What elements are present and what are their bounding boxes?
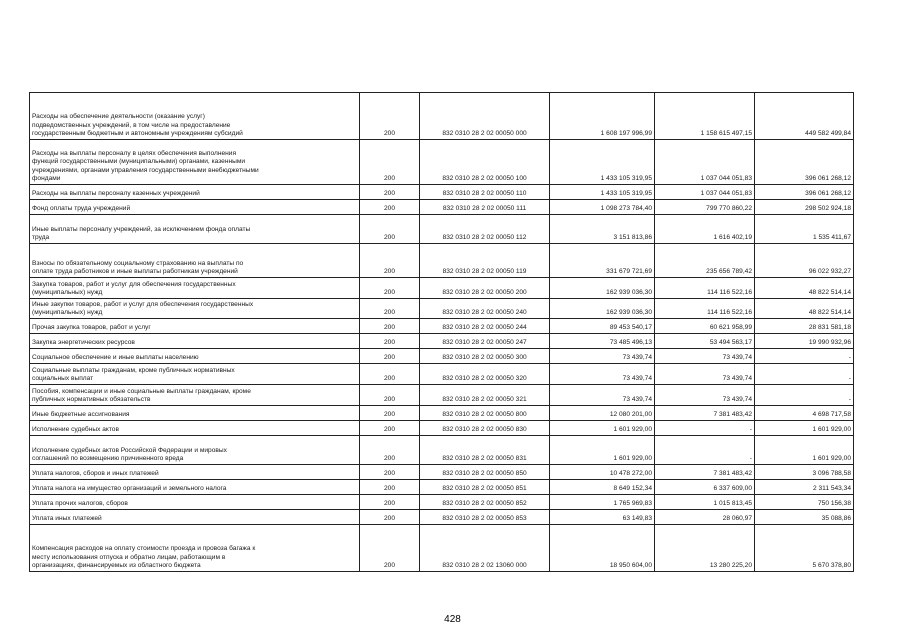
row-approved-amount-cell: 73 439,74 [550, 385, 655, 406]
table-row [30, 215, 854, 244]
row-executed-amount-cell: 114 116 522,16 [655, 278, 755, 299]
row-executed-amount-cell: 799 770 860,22 [655, 200, 755, 215]
table-row [30, 510, 854, 525]
row-remaining-amount-cell: 396 061 268,12 [755, 185, 854, 200]
row-executed-amount-cell: 1 037 044 051,83 [655, 185, 755, 200]
row-approved-amount-cell: 8 649 152,34 [550, 480, 655, 495]
table-row [30, 93, 854, 140]
table-row [30, 140, 854, 185]
row-line-code-cell: 200 [360, 319, 420, 334]
table-row [30, 244, 854, 278]
row-classification-code-cell: 832 0310 28 2 02 00050 111 [420, 200, 550, 215]
row-name-cell: Социальные выплаты гражданам, кроме публичных нормативных социальных выплат [30, 364, 360, 385]
row-name-cell: Пособия, компенсации и иные социальные выплаты гражданам, кроме публичных нормативных обязательств [30, 385, 360, 406]
row-name-cell: Уплата иных платежей [30, 510, 360, 525]
row-executed-amount-cell: 235 656 789,42 [655, 244, 755, 278]
row-name-cell: Закупка товаров, работ и услуг для обеспечения государственных (муниципальных) нужд [30, 278, 360, 299]
row-line-code-cell: 200 [360, 436, 420, 465]
row-remaining-amount-cell: 396 061 268,12 [755, 140, 854, 185]
table-row [30, 465, 854, 480]
row-line-code-cell: 200 [360, 465, 420, 480]
row-name-cell: Прочая закупка товаров, работ и услуг [30, 319, 360, 334]
row-classification-code-cell: 832 0310 28 2 02 00050 300 [420, 349, 550, 364]
row-line-code-cell: 200 [360, 93, 420, 140]
table-row [30, 185, 854, 200]
row-name-cell: Взносы по обязательному социальному страхованию на выплаты по оплате труда работников и иные выплаты работникам учреждений [30, 244, 360, 278]
row-remaining-amount-cell: 4 698 717,58 [755, 406, 854, 421]
row-executed-amount-cell: 53 494 563,17 [655, 334, 755, 349]
row-remaining-amount-cell: - [755, 349, 854, 364]
row-name-cell: Уплата налогов, сборов и иных платежей [30, 465, 360, 480]
table-row [30, 319, 854, 334]
table-row [30, 349, 854, 364]
row-classification-code-cell: 832 0310 28 2 02 00050 830 [420, 421, 550, 436]
row-approved-amount-cell: 12 080 201,00 [550, 406, 655, 421]
row-name-cell: Закупка энергетических ресурсов [30, 334, 360, 349]
row-approved-amount-cell: 89 453 540,17 [550, 319, 655, 334]
row-executed-amount-cell: 73 439,74 [655, 349, 755, 364]
row-approved-amount-cell: 1 433 105 319,95 [550, 140, 655, 185]
row-remaining-amount-cell: 48 822 514,14 [755, 299, 854, 319]
row-name-cell: Социальное обеспечение и иные выплаты населению [30, 349, 360, 364]
row-remaining-amount-cell: 2 311 543,34 [755, 480, 854, 495]
row-name-cell: Уплата налога на имущество организаций и земельного налога [30, 480, 360, 495]
row-remaining-amount-cell: 449 582 499,84 [755, 93, 854, 140]
row-line-code-cell: 200 [360, 421, 420, 436]
row-name-cell: Расходы на выплаты персоналу казенных учреждений [30, 185, 360, 200]
row-line-code-cell: 200 [360, 200, 420, 215]
row-classification-code-cell: 832 0310 28 2 02 00050 852 [420, 495, 550, 510]
row-name-cell: Иные выплаты персоналу учреждений, за исключением фонда оплаты труда [30, 215, 360, 244]
row-executed-amount-cell: 7 381 483,42 [655, 465, 755, 480]
row-remaining-amount-cell: 35 088,86 [755, 510, 854, 525]
row-executed-amount-cell: 1 616 402,19 [655, 215, 755, 244]
row-executed-amount-cell: 1 015 813,45 [655, 495, 755, 510]
row-classification-code-cell: 832 0310 28 2 02 00050 100 [420, 140, 550, 185]
row-executed-amount-cell: 60 621 958,99 [655, 319, 755, 334]
row-approved-amount-cell: 10 478 272,00 [550, 465, 655, 480]
table-row [30, 200, 854, 215]
row-executed-amount-cell: 6 337 609,00 [655, 480, 755, 495]
row-approved-amount-cell: 331 679 721,69 [550, 244, 655, 278]
row-approved-amount-cell: 63 149,83 [550, 510, 655, 525]
row-line-code-cell: 200 [360, 510, 420, 525]
row-name-cell: Исполнение судебных актов Российской Федерации и мировых соглашений по возмещению причиненного вреда [30, 436, 360, 465]
row-remaining-amount-cell: 1 601 929,00 [755, 421, 854, 436]
table-row [30, 278, 854, 299]
row-approved-amount-cell: 162 939 036,30 [550, 278, 655, 299]
row-classification-code-cell: 832 0310 28 2 02 00050 851 [420, 480, 550, 495]
row-approved-amount-cell: 1 098 273 784,40 [550, 200, 655, 215]
row-name-cell: Иные бюджетные ассигнования [30, 406, 360, 421]
row-executed-amount-cell: - [655, 436, 755, 465]
table-row [30, 525, 854, 572]
row-approved-amount-cell: 73 485 496,13 [550, 334, 655, 349]
row-name-cell: Компенсация расходов на оплату стоимости проезда и провоза багажа к месту использования отпуска и обратно лицам, работающим в организациях, финансируемых из областного бюджета [30, 525, 360, 572]
row-name-cell: Расходы на обеспечение деятельности (оказание услуг) подведомственных учреждений, в том числе на предоставление государственным бюджетным и автономным учреждениям субсидий [30, 93, 360, 140]
row-line-code-cell: 200 [360, 480, 420, 495]
budget-execution-table [29, 92, 854, 572]
table-body [30, 93, 854, 572]
row-approved-amount-cell: 1 765 969,83 [550, 495, 655, 510]
row-line-code-cell: 200 [360, 215, 420, 244]
row-executed-amount-cell: 1 037 044 051,83 [655, 140, 755, 185]
row-classification-code-cell: 832 0310 28 2 02 00050 831 [420, 436, 550, 465]
row-remaining-amount-cell: 750 156,38 [755, 495, 854, 510]
row-executed-amount-cell: 73 439,74 [655, 364, 755, 385]
row-line-code-cell: 200 [360, 185, 420, 200]
table-row [30, 385, 854, 406]
row-classification-code-cell: 832 0310 28 2 02 00050 800 [420, 406, 550, 421]
row-line-code-cell: 200 [360, 349, 420, 364]
row-classification-code-cell: 832 0310 28 2 02 00050 321 [420, 385, 550, 406]
row-approved-amount-cell: 3 151 813,86 [550, 215, 655, 244]
row-name-cell: Расходы на выплаты персоналу в целях обеспечения выполнения функций государственными (муниципальными) органами, казенными учреждениями, органами управления государственными внебюджетными фондами [30, 140, 360, 185]
row-executed-amount-cell: 7 381 483,42 [655, 406, 755, 421]
row-remaining-amount-cell: 298 502 924,18 [755, 200, 854, 215]
row-line-code-cell: 200 [360, 495, 420, 510]
row-classification-code-cell: 832 0310 28 2 02 00050 000 [420, 93, 550, 140]
row-remaining-amount-cell: 96 022 932,27 [755, 244, 854, 278]
row-executed-amount-cell: 114 116 522,16 [655, 299, 755, 319]
row-classification-code-cell: 832 0310 28 2 02 00050 850 [420, 465, 550, 480]
row-executed-amount-cell: 13 280 225,20 [655, 525, 755, 572]
row-line-code-cell: 200 [360, 244, 420, 278]
row-approved-amount-cell: 73 439,74 [550, 364, 655, 385]
row-approved-amount-cell: 1 601 929,00 [550, 436, 655, 465]
row-approved-amount-cell: 1 601 929,00 [550, 421, 655, 436]
table-row [30, 436, 854, 465]
row-classification-code-cell: 832 0310 28 2 02 00050 110 [420, 185, 550, 200]
row-line-code-cell: 200 [360, 299, 420, 319]
row-classification-code-cell: 832 0310 28 2 02 00050 320 [420, 364, 550, 385]
row-classification-code-cell: 832 0310 28 2 02 00050 200 [420, 278, 550, 299]
row-approved-amount-cell: 73 439,74 [550, 349, 655, 364]
row-name-cell: Уплата прочих налогов, сборов [30, 495, 360, 510]
row-line-code-cell: 200 [360, 278, 420, 299]
row-line-code-cell: 200 [360, 406, 420, 421]
row-approved-amount-cell: 1 433 105 319,95 [550, 185, 655, 200]
row-line-code-cell: 200 [360, 385, 420, 406]
row-remaining-amount-cell: 19 990 932,96 [755, 334, 854, 349]
row-remaining-amount-cell: 28 831 581,18 [755, 319, 854, 334]
row-classification-code-cell: 832 0310 28 2 02 00050 112 [420, 215, 550, 244]
page-number: 428 [444, 614, 461, 625]
row-approved-amount-cell: 18 950 604,00 [550, 525, 655, 572]
row-remaining-amount-cell: 48 822 514,14 [755, 278, 854, 299]
row-approved-amount-cell: 1 608 197 996,99 [550, 93, 655, 140]
table-row [30, 364, 854, 385]
row-line-code-cell: 200 [360, 334, 420, 349]
row-approved-amount-cell: 162 939 036,30 [550, 299, 655, 319]
table-row [30, 334, 854, 349]
table-row [30, 421, 854, 436]
row-remaining-amount-cell: 5 670 378,80 [755, 525, 854, 572]
row-name-cell: Фонд оплаты труда учреждений [30, 200, 360, 215]
row-line-code-cell: 200 [360, 525, 420, 572]
row-classification-code-cell: 832 0310 28 2 02 00050 247 [420, 334, 550, 349]
row-line-code-cell: 200 [360, 140, 420, 185]
row-classification-code-cell: 832 0310 28 2 02 00050 853 [420, 510, 550, 525]
row-classification-code-cell: 832 0310 28 2 02 00050 119 [420, 244, 550, 278]
row-name-cell: Иные закупки товаров, работ и услуг для обеспечения государственных (муниципальных) нужд [30, 299, 360, 319]
table-row [30, 495, 854, 510]
row-remaining-amount-cell: - [755, 385, 854, 406]
row-executed-amount-cell: 1 158 615 497,15 [655, 93, 755, 140]
row-classification-code-cell: 832 0310 28 2 02 00050 244 [420, 319, 550, 334]
row-name-cell: Исполнение судебных актов [30, 421, 360, 436]
table-row [30, 406, 854, 421]
table-row [30, 299, 854, 319]
row-remaining-amount-cell: 1 601 929,00 [755, 436, 854, 465]
row-classification-code-cell: 832 0310 28 2 02 13060 000 [420, 525, 550, 572]
table-row [30, 480, 854, 495]
row-executed-amount-cell: 73 439,74 [655, 385, 755, 406]
row-remaining-amount-cell: - [755, 364, 854, 385]
row-classification-code-cell: 832 0310 28 2 02 00050 240 [420, 299, 550, 319]
row-executed-amount-cell: 28 060,97 [655, 510, 755, 525]
row-executed-amount-cell: - [655, 421, 755, 436]
row-remaining-amount-cell: 1 535 411,67 [755, 215, 854, 244]
row-remaining-amount-cell: 3 096 788,58 [755, 465, 854, 480]
row-line-code-cell: 200 [360, 364, 420, 385]
